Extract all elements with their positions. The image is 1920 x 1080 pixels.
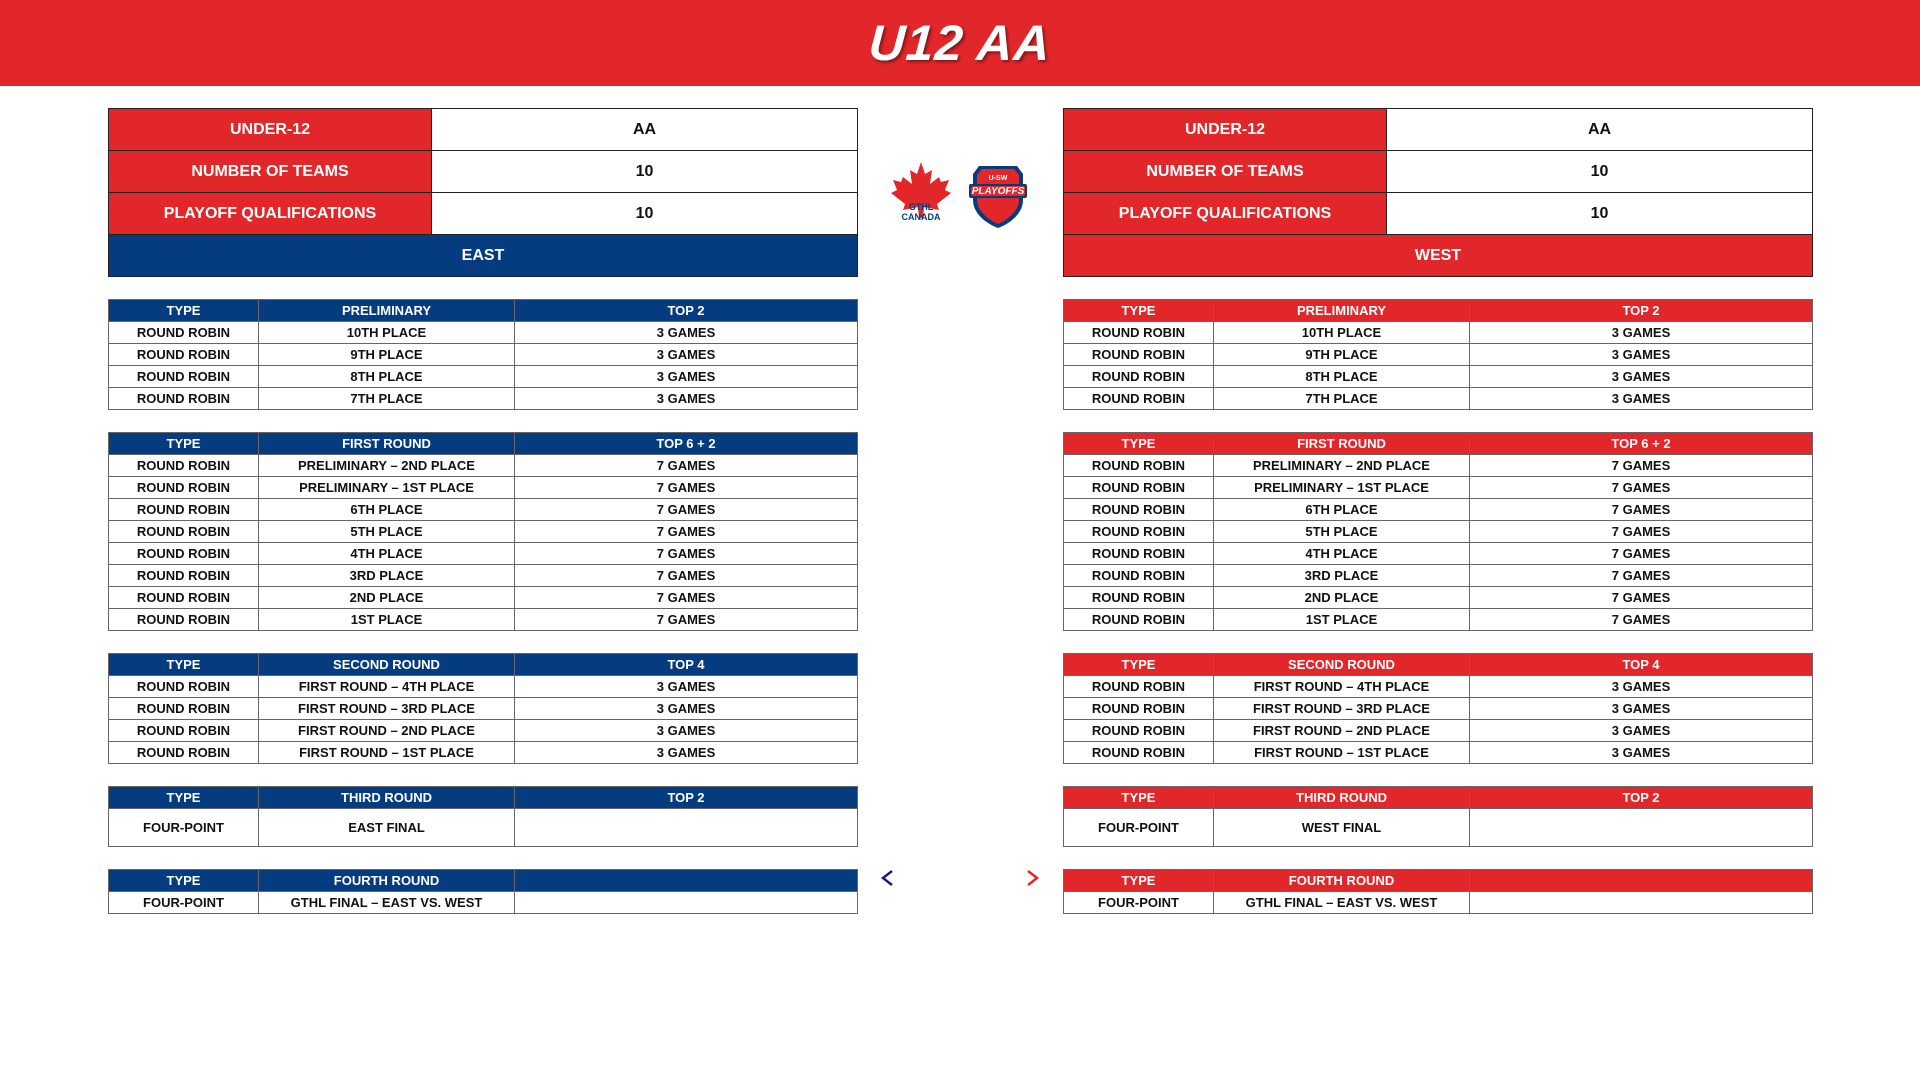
info-value: 10 — [1387, 193, 1813, 235]
table-cell: 6TH PLACE — [1214, 499, 1470, 521]
table-cell: ROUND ROBIN — [1064, 455, 1214, 477]
info-value: AA — [432, 109, 858, 151]
west-round-table-5 — [1063, 869, 1813, 914]
table-cell: 4TH PLACE — [1214, 543, 1470, 565]
column-header: TYPE — [109, 787, 259, 809]
info-label: UNDER-12 — [1064, 109, 1387, 151]
table-cell: ROUND ROBIN — [109, 698, 259, 720]
table-cell: FIRST ROUND – 1ST PLACE — [259, 742, 515, 764]
table-cell: ROUND ROBIN — [1064, 543, 1214, 565]
table-cell: 2ND PLACE — [259, 587, 515, 609]
table-header-row — [109, 433, 858, 455]
column-header: TYPE — [1064, 433, 1214, 455]
table-row — [1064, 809, 1813, 847]
table-cell: 7 GAMES — [1470, 587, 1813, 609]
table-cell: 7 GAMES — [1470, 609, 1813, 631]
table-cell: 7 GAMES — [1470, 565, 1813, 587]
table-cell: ROUND ROBIN — [109, 609, 259, 631]
table-cell: FIRST ROUND – 4TH PLACE — [259, 676, 515, 698]
table-row — [1064, 366, 1813, 388]
table-cell: PRELIMINARY – 2ND PLACE — [259, 455, 515, 477]
table-cell: PRELIMINARY – 1ST PLACE — [259, 477, 515, 499]
table-cell: 4TH PLACE — [259, 543, 515, 565]
table-cell: 9TH PLACE — [259, 344, 515, 366]
table-cell: PRELIMINARY – 2ND PLACE — [1214, 455, 1470, 477]
table-cell: FOUR-POINT — [109, 809, 259, 847]
table-header-row — [109, 654, 858, 676]
table-header-row — [1064, 870, 1813, 892]
table-cell: 3 GAMES — [1470, 366, 1813, 388]
table-cell: 3 GAMES — [515, 676, 858, 698]
table-cell: FOUR-POINT — [1064, 809, 1214, 847]
table-cell: 9TH PLACE — [1214, 344, 1470, 366]
table-cell: GTHL FINAL – EAST VS. WEST — [259, 892, 515, 914]
table-cell: FIRST ROUND – 1ST PLACE — [1214, 742, 1470, 764]
column-header: FOURTH ROUND — [1214, 870, 1470, 892]
table-cell: 8TH PLACE — [1214, 366, 1470, 388]
column-header: TOP 6 + 2 — [1470, 433, 1813, 455]
table-cell: 3 GAMES — [515, 366, 858, 388]
table-row — [109, 499, 858, 521]
east-round-table-3 — [108, 653, 858, 764]
column-header: TOP 4 — [515, 654, 858, 676]
table-cell: ROUND ROBIN — [1064, 322, 1214, 344]
table-cell: FOUR-POINT — [1064, 892, 1214, 914]
table-cell: ROUND ROBIN — [109, 477, 259, 499]
column-header: SECOND ROUND — [259, 654, 515, 676]
table-row — [109, 455, 858, 477]
info-label: UNDER-12 — [109, 109, 432, 151]
table-header-row — [1064, 433, 1813, 455]
column-header: FIRST ROUND — [259, 433, 515, 455]
table-cell — [1470, 892, 1813, 914]
table-cell: ROUND ROBIN — [1064, 388, 1214, 410]
table-cell: ROUND ROBIN — [109, 543, 259, 565]
table-row — [109, 587, 858, 609]
table-cell: 1ST PLACE — [1214, 609, 1470, 631]
table-header-row — [109, 870, 858, 892]
table-cell: 8TH PLACE — [259, 366, 515, 388]
table-cell: ROUND ROBIN — [1064, 477, 1214, 499]
table-row — [1064, 322, 1813, 344]
table-header-row — [109, 787, 858, 809]
table-cell: ROUND ROBIN — [1064, 609, 1214, 631]
west-section — [1063, 108, 1813, 914]
column-header — [515, 870, 858, 892]
table-cell: 7 GAMES — [1470, 499, 1813, 521]
table-row — [1064, 543, 1813, 565]
logos — [885, 160, 1045, 230]
column-header: TOP 2 — [515, 787, 858, 809]
table-cell: FIRST ROUND – 3RD PLACE — [1214, 698, 1470, 720]
table-cell — [1470, 809, 1813, 847]
column-header: TOP 2 — [1470, 300, 1813, 322]
table-cell: ROUND ROBIN — [1064, 587, 1214, 609]
table-cell: 2ND PLACE — [1214, 587, 1470, 609]
table-cell: ROUND ROBIN — [109, 366, 259, 388]
table-row — [1064, 565, 1813, 587]
page-title: U12 AA — [867, 15, 1053, 71]
table-cell: 3 GAMES — [515, 742, 858, 764]
east-round-table-4 — [108, 786, 858, 847]
column-header: TYPE — [1064, 300, 1214, 322]
gthl-logo-text-1: GTHL — [908, 202, 934, 212]
table-cell: ROUND ROBIN — [1064, 366, 1214, 388]
column-header: TYPE — [109, 300, 259, 322]
table-header-row — [1064, 300, 1813, 322]
table-cell: 3 GAMES — [1470, 676, 1813, 698]
table-row — [1064, 609, 1813, 631]
column-header: TOP 6 + 2 — [515, 433, 858, 455]
table-cell: 7TH PLACE — [1214, 388, 1470, 410]
table-cell: 3RD PLACE — [1214, 565, 1470, 587]
table-cell: ROUND ROBIN — [109, 521, 259, 543]
table-header-row — [1064, 787, 1813, 809]
table-row — [1064, 455, 1813, 477]
table-cell: 5TH PLACE — [1214, 521, 1470, 543]
table-cell: 7 GAMES — [1470, 477, 1813, 499]
table-cell: EAST FINAL — [259, 809, 515, 847]
table-row — [1064, 499, 1813, 521]
info-row-playoff-qualifications — [109, 193, 858, 235]
table-cell: 7 GAMES — [1470, 455, 1813, 477]
table-header-row — [1064, 654, 1813, 676]
west-round-table-3 — [1063, 653, 1813, 764]
table-cell: 3 GAMES — [1470, 344, 1813, 366]
table-cell: 7TH PLACE — [259, 388, 515, 410]
column-header: TOP 4 — [1470, 654, 1813, 676]
column-header — [1470, 870, 1813, 892]
table-cell: 7 GAMES — [1470, 543, 1813, 565]
table-cell: 5TH PLACE — [259, 521, 515, 543]
table-cell: FIRST ROUND – 4TH PLACE — [1214, 676, 1470, 698]
table-cell: FIRST ROUND – 3RD PLACE — [259, 698, 515, 720]
west-info-table — [1063, 108, 1813, 277]
table-cell: ROUND ROBIN — [1064, 499, 1214, 521]
info-label: PLAYOFF QUALIFICATIONS — [109, 193, 432, 235]
table-row — [109, 477, 858, 499]
column-header: TYPE — [1064, 870, 1214, 892]
column-header: TOP 2 — [515, 300, 858, 322]
title-banner — [0, 0, 1920, 86]
table-cell: PRELIMINARY – 1ST PLACE — [1214, 477, 1470, 499]
table-row — [1064, 720, 1813, 742]
table-cell: ROUND ROBIN — [1064, 720, 1214, 742]
table-cell: ROUND ROBIN — [1064, 676, 1214, 698]
table-cell: ROUND ROBIN — [109, 742, 259, 764]
table-row — [1064, 742, 1813, 764]
table-row — [1064, 587, 1813, 609]
column-header: FIRST ROUND — [1214, 433, 1470, 455]
info-value: 10 — [432, 193, 858, 235]
table-row — [1064, 344, 1813, 366]
west-region-label: WEST — [1064, 235, 1813, 277]
table-cell: 6TH PLACE — [259, 499, 515, 521]
info-row-number-of-teams — [1064, 151, 1813, 193]
table-cell: 3 GAMES — [515, 344, 858, 366]
info-row-number-of-teams — [109, 151, 858, 193]
table-cell: ROUND ROBIN — [109, 720, 259, 742]
table-cell: 10TH PLACE — [1214, 322, 1470, 344]
table-row — [109, 720, 858, 742]
table-cell: 7 GAMES — [515, 565, 858, 587]
east-region-label: EAST — [109, 235, 858, 277]
east-round-table-5 — [108, 869, 858, 914]
playoffs-logo-text: PLAYOFFS — [971, 186, 1025, 197]
table-row — [1064, 388, 1813, 410]
column-header: THIRD ROUND — [259, 787, 515, 809]
column-header: TYPE — [109, 433, 259, 455]
table-cell: 7 GAMES — [515, 455, 858, 477]
table-cell: 7 GAMES — [515, 521, 858, 543]
table-cell: 3 GAMES — [515, 388, 858, 410]
table-cell: 7 GAMES — [515, 543, 858, 565]
playoffs-logo-top: U-SW — [988, 175, 1008, 182]
table-cell — [515, 892, 858, 914]
east-round-table-1 — [108, 299, 858, 410]
table-cell: 3RD PLACE — [259, 565, 515, 587]
east-info-table — [108, 108, 858, 277]
table-cell: ROUND ROBIN — [109, 499, 259, 521]
column-header: TYPE — [1064, 787, 1214, 809]
table-row — [109, 698, 858, 720]
column-header: TYPE — [109, 654, 259, 676]
table-row — [109, 676, 858, 698]
info-row-under-12 — [109, 109, 858, 151]
table-cell: ROUND ROBIN — [109, 455, 259, 477]
table-row — [109, 344, 858, 366]
table-row — [1064, 698, 1813, 720]
table-cell: 3 GAMES — [1470, 698, 1813, 720]
table-row — [109, 366, 858, 388]
table-cell: ROUND ROBIN — [109, 322, 259, 344]
table-cell: 7 GAMES — [515, 499, 858, 521]
info-label: PLAYOFF QUALIFICATIONS — [1064, 193, 1387, 235]
column-header: TYPE — [109, 870, 259, 892]
info-row-under-12 — [1064, 109, 1813, 151]
info-value: 10 — [1387, 151, 1813, 193]
table-row — [109, 388, 858, 410]
east-round-table-2 — [108, 432, 858, 631]
table-header-row — [109, 300, 858, 322]
info-value: AA — [1387, 109, 1813, 151]
table-cell: ROUND ROBIN — [109, 344, 259, 366]
column-header: THIRD ROUND — [1214, 787, 1470, 809]
table-cell: ROUND ROBIN — [109, 388, 259, 410]
column-header: TYPE — [1064, 654, 1214, 676]
column-header: SECOND ROUND — [1214, 654, 1470, 676]
info-label: NUMBER OF TEAMS — [1064, 151, 1387, 193]
table-row — [109, 809, 858, 847]
table-cell: 7 GAMES — [515, 477, 858, 499]
table-cell: ROUND ROBIN — [109, 676, 259, 698]
table-row — [109, 892, 858, 914]
info-label: NUMBER OF TEAMS — [109, 151, 432, 193]
table-cell: GTHL FINAL – EAST VS. WEST — [1214, 892, 1470, 914]
table-cell — [515, 809, 858, 847]
table-cell: 3 GAMES — [515, 698, 858, 720]
table-cell: ROUND ROBIN — [1064, 565, 1214, 587]
column-header: PRELIMINARY — [259, 300, 515, 322]
info-row-playoff-qualifications — [1064, 193, 1813, 235]
table-cell: ROUND ROBIN — [109, 565, 259, 587]
table-row — [1064, 477, 1813, 499]
table-cell: 3 GAMES — [1470, 720, 1813, 742]
east-west-arrow-icon — [878, 866, 1042, 890]
table-row — [109, 521, 858, 543]
table-cell: 3 GAMES — [1470, 742, 1813, 764]
table-cell: ROUND ROBIN — [1064, 742, 1214, 764]
table-cell: 3 GAMES — [1470, 322, 1813, 344]
table-cell: FIRST ROUND – 2ND PLACE — [259, 720, 515, 742]
column-header: PRELIMINARY — [1214, 300, 1470, 322]
table-row — [109, 609, 858, 631]
table-row — [1064, 892, 1813, 914]
table-cell: 3 GAMES — [515, 322, 858, 344]
table-cell: FOUR-POINT — [109, 892, 259, 914]
table-cell: WEST FINAL — [1214, 809, 1470, 847]
table-row — [109, 543, 858, 565]
table-cell: 7 GAMES — [515, 609, 858, 631]
table-cell: ROUND ROBIN — [1064, 521, 1214, 543]
region-row — [1064, 235, 1813, 277]
table-cell: 7 GAMES — [1470, 521, 1813, 543]
table-row — [109, 742, 858, 764]
table-cell: 3 GAMES — [1470, 388, 1813, 410]
gthl-logo-text-2: CANADA — [901, 212, 941, 222]
table-row — [1064, 521, 1813, 543]
table-cell: 7 GAMES — [515, 587, 858, 609]
table-cell: 1ST PLACE — [259, 609, 515, 631]
table-cell: 10TH PLACE — [259, 322, 515, 344]
table-row — [109, 565, 858, 587]
table-cell: ROUND ROBIN — [1064, 344, 1214, 366]
table-cell: ROUND ROBIN — [109, 587, 259, 609]
west-round-table-4 — [1063, 786, 1813, 847]
table-cell: ROUND ROBIN — [1064, 698, 1214, 720]
column-header: TOP 2 — [1470, 787, 1813, 809]
table-cell: FIRST ROUND – 2ND PLACE — [1214, 720, 1470, 742]
table-row — [1064, 676, 1813, 698]
west-round-table-1 — [1063, 299, 1813, 410]
region-row — [109, 235, 858, 277]
west-round-table-2 — [1063, 432, 1813, 631]
table-cell: 3 GAMES — [515, 720, 858, 742]
east-section — [108, 108, 858, 914]
column-header: FOURTH ROUND — [259, 870, 515, 892]
table-row — [109, 322, 858, 344]
info-value: 10 — [432, 151, 858, 193]
